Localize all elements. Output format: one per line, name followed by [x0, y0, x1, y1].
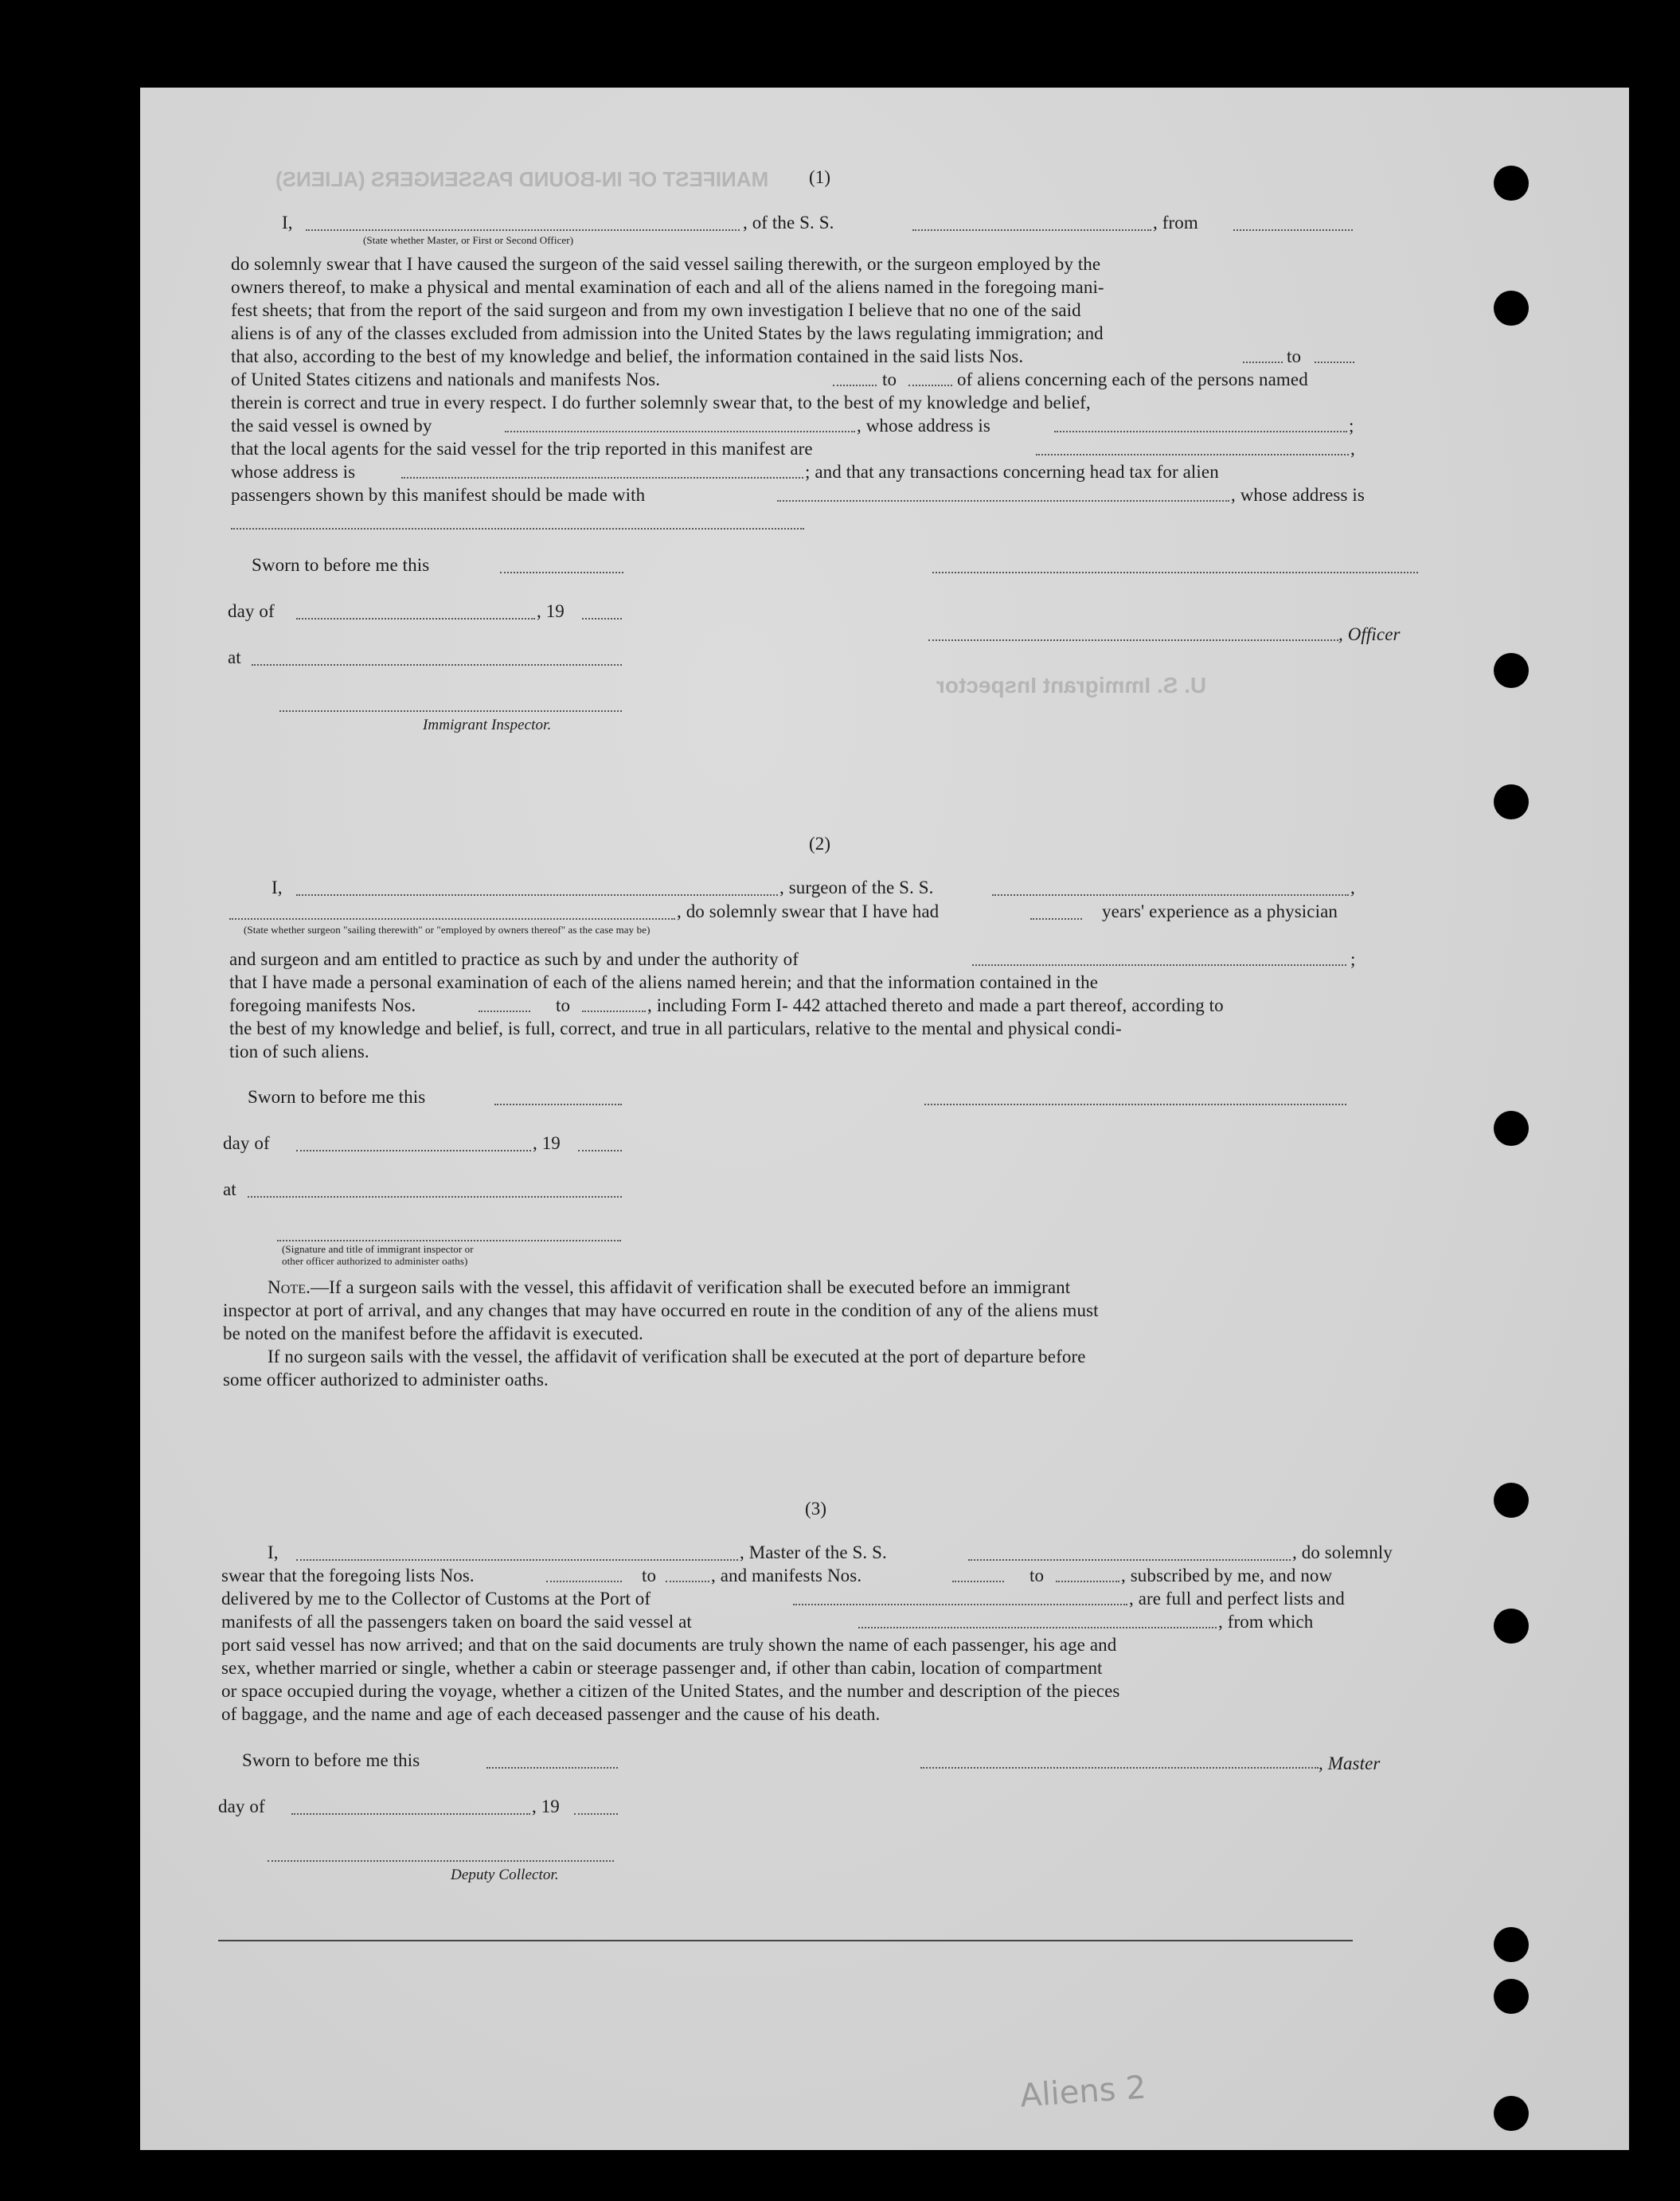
sec2-line-5: tion of such aliens.	[229, 1042, 369, 1061]
sec2-sworn: Sworn to before me this	[248, 1087, 426, 1107]
sec3-line-2a: delivered by me to the Collector of Customs at the Port of	[221, 1589, 651, 1609]
punch-hole	[1494, 784, 1529, 819]
local-agents-field[interactable]	[1036, 454, 1349, 455]
sec2-inspector-signature-field[interactable]	[277, 1240, 621, 1241]
officer-note: (State whether Master, or First or Second Officer)	[363, 234, 574, 246]
from-port-field[interactable]	[1233, 229, 1353, 231]
sec2-line-3a: foregoing manifests Nos.	[229, 995, 416, 1015]
sec1-sworn-date-field[interactable]	[500, 572, 623, 573]
sec3-line-2b: , are full and perfect lists and	[1129, 1589, 1345, 1609]
sec2-line-3b: to	[556, 995, 571, 1015]
sec3-line-1c: , and manifests Nos.	[711, 1566, 862, 1585]
punch-hole	[1494, 1609, 1529, 1644]
punch-hole	[1494, 291, 1529, 326]
sec2-day-of: day of	[223, 1133, 270, 1153]
sec2-day-field[interactable]	[296, 1150, 531, 1151]
sec1-line-9: that the local agents for the said vessel for the trip reported in this manifest are	[231, 439, 813, 459]
sec1-line-7: therein is correct and true in every respect. I do further solemnly swear that, to the best of my knowledge and belief,	[231, 393, 1091, 412]
sec3-line-5: sex, whether married or single, whether a cabin or steerage passenger and, if other than cabin, location of compartment	[221, 1658, 1103, 1678]
sec3-manifests-from-field[interactable]	[952, 1581, 1004, 1582]
sec1-i-label: I,	[282, 213, 293, 233]
sec3-line-7: of baggage, and the name and age of each deceased passenger and the cause of his death.	[221, 1704, 881, 1724]
sec2-comma: ,	[1350, 878, 1355, 897]
sec3-line-1b: to	[642, 1566, 657, 1585]
note-line-4: If no surgeon sails with the vessel, the affidavit of verification shall be executed at the port of departure before	[268, 1347, 1086, 1366]
section-1-number: (1)	[809, 167, 831, 187]
sec3-line-3a: manifests of all the passengers taken on board the said vessel at	[221, 1612, 692, 1632]
sec3-year-field[interactable]	[574, 1813, 618, 1815]
sec3-line-1e: , subscribed by me, and now	[1121, 1566, 1333, 1585]
note-line-3: be noted on the manifest before the affidavit is executed.	[223, 1323, 643, 1343]
sig-note-1: (Signature and title of immigrant inspector or	[282, 1243, 474, 1255]
sec2-i-label: I,	[272, 878, 283, 897]
sec3-master-label: , Master	[1319, 1753, 1381, 1773]
authority-field[interactable]	[972, 964, 1346, 966]
sec3-year: , 19	[532, 1796, 560, 1816]
bleed-through-stamp: U. S. Immigrant Inspector	[936, 673, 1207, 698]
sec2-years: years' experience as a physician	[1102, 901, 1338, 921]
owner-field[interactable]	[505, 431, 855, 432]
sec1-day-of: day of	[228, 601, 275, 621]
punch-hole	[1494, 1483, 1529, 1518]
sec3-manifests-to-field[interactable]	[1056, 1581, 1119, 1582]
sec3-line-1d: to	[1029, 1566, 1045, 1585]
sec1-line-8a: the said vessel is owned by	[231, 416, 432, 436]
sec3-day-of: day of	[218, 1796, 265, 1816]
sec1-line-3: fest sheets; that from the report of the said surgeon and from my own investigation I believe that no one of the said	[231, 300, 1081, 320]
sec1-line-4: aliens is of any of the classes excluded from admission into the United States by the laws regulating immigration; and	[231, 323, 1104, 343]
sec3-lists-to-field[interactable]	[666, 1581, 709, 1582]
sec1-line-11b: , whose address is	[1231, 485, 1365, 505]
sec1-officer-signature-field[interactable]	[932, 572, 1418, 573]
section-3-number: (3)	[805, 1499, 827, 1519]
sec3-line-4: port said vessel has now arrived; and that on the said documents are truly shown the name of each passenger, his age and	[221, 1635, 1117, 1655]
surgeon-name-field[interactable]	[296, 894, 778, 896]
handwritten-notation: Aliens 2	[1018, 2069, 1147, 2115]
vessel-name-field[interactable]	[912, 229, 1151, 231]
sec3-i-label: I,	[268, 1542, 279, 1562]
sec1-at: at	[228, 647, 241, 667]
sec3-line-6: or space occupied during the voyage, whether a citizen of the United States, and the number and description of the pieces	[221, 1681, 1120, 1701]
sec3-sworn: Sworn to before me this	[242, 1750, 420, 1770]
note-label: Note.	[268, 1277, 311, 1297]
punch-hole	[1494, 1927, 1529, 1962]
note-line-5: some officer authorized to administer oaths.	[223, 1370, 549, 1390]
sec1-inspector-signature-field[interactable]	[279, 710, 622, 712]
sec3-line-3b: , from which	[1218, 1612, 1314, 1632]
sec3-vessel-field[interactable]	[968, 1559, 1291, 1561]
sec1-year: , 19	[537, 601, 565, 621]
lists-to-field[interactable]	[1315, 362, 1354, 363]
sec1-line-6c: of aliens concerning each of the persons named	[957, 369, 1308, 389]
sec2-sworn-date-field[interactable]	[494, 1104, 622, 1105]
manifests-from-field[interactable]	[833, 385, 877, 386]
lists-from-field[interactable]	[1243, 362, 1283, 363]
punch-hole	[1494, 653, 1529, 688]
sec2-at-field[interactable]	[248, 1196, 622, 1198]
years-experience-field[interactable]	[1030, 918, 1082, 920]
sec2-surgeon-of: , surgeon of the S. S.	[779, 878, 934, 897]
sec2-line-1-semicolon: ;	[1350, 949, 1356, 969]
sec1-line-1: do solemnly swear that I have caused the surgeon of the said vessel sailing therewith, or the surgeon employed by the	[231, 254, 1101, 274]
sec1-inspector-label: Immigrant Inspector.	[423, 717, 552, 733]
sec1-line-10b: ; and that any transactions concerning head tax for alien	[805, 462, 1219, 482]
sec2-line-2: that I have made a personal examination of each of the aliens named herein; and that the information contained in the	[229, 972, 1099, 992]
bleed-through-title: MANIFEST OF IN-BOUND PASSENGERS (ALIENS)	[275, 167, 769, 191]
sec2-line-3c: , including Form I- 442 attached thereto and made a part thereof, according to	[647, 995, 1224, 1015]
sec3-line-1a: swear that the foregoing lists Nos.	[221, 1566, 475, 1585]
agents-address-field[interactable]	[401, 477, 803, 479]
sec1-line-10a: whose address is	[231, 462, 356, 482]
deputy-collector-label: Deputy Collector.	[451, 1867, 559, 1883]
sig-note-2: other officer authorized to administer oaths)	[282, 1255, 468, 1267]
head-tax-agent-field[interactable]	[777, 500, 1229, 502]
port-of-embarkation-field[interactable]	[858, 1627, 1217, 1628]
sec1-line-2: owners thereof, to make a physical and mental examination of each and all of the aliens named in the foregoing mani-	[231, 277, 1104, 297]
sec2-line-4: the best of my knowledge and belief, is full, correct, and true in all particulars, relative to the mental and physical condi-	[229, 1018, 1122, 1038]
sec1-line-6a: of United States citizens and nationals and manifests Nos.	[231, 369, 661, 389]
bottom-rule	[218, 1940, 1353, 1941]
master-name-field[interactable]	[296, 1559, 738, 1561]
sec2-surgeon-signature-field[interactable]	[924, 1104, 1346, 1105]
punch-hole	[1494, 166, 1529, 201]
punch-hole	[1494, 1979, 1529, 2014]
sec2-year: , 19	[533, 1133, 561, 1153]
sec1-line-8c: ;	[1349, 416, 1354, 436]
deputy-collector-signature-field[interactable]	[268, 1860, 614, 1862]
sec3-day-field[interactable]	[291, 1813, 530, 1815]
surgeon-status-field[interactable]	[229, 918, 675, 920]
sec1-year-field[interactable]	[582, 618, 622, 620]
sec2-manifests-from-field[interactable]	[479, 1011, 530, 1012]
sec1-at-field[interactable]	[252, 664, 622, 666]
owner-address-field[interactable]	[1054, 431, 1347, 432]
form-page	[140, 88, 1629, 2150]
sec1-sworn: Sworn to before me this	[252, 555, 430, 575]
sec2-line-1: and surgeon and am entitled to practice as such by and under the authority of	[229, 949, 799, 969]
sec1-officer-label: , Officer	[1338, 624, 1401, 644]
sec3-master-of: , Master of the S. S.	[740, 1542, 887, 1562]
sec1-day-field[interactable]	[296, 618, 535, 620]
note-line-1	[268, 1276, 1070, 1299]
sec2-year-field[interactable]	[578, 1150, 622, 1151]
sec1-from: , from	[1153, 213, 1198, 233]
sec3-swear: , do solemnly	[1292, 1542, 1393, 1562]
sec1-line-6b: to	[882, 369, 897, 389]
sec3-master-signature-field[interactable]	[920, 1767, 1319, 1769]
manifests-to-field[interactable]	[908, 385, 952, 386]
surgeon-note: (State whether surgeon "sailing therewith" or "employed by owners thereof" as the case may be)	[244, 924, 651, 936]
sec1-line-8b: , whose address is	[857, 416, 990, 436]
sec2-vessel-field[interactable]	[992, 894, 1349, 896]
officer-name-field[interactable]	[306, 229, 740, 231]
note-line-1-text: —If a surgeon sails with the vessel, this affidavit of verification shall be executed before an immigrant	[310, 1277, 1071, 1297]
sec1-line-5-to: to	[1287, 346, 1302, 366]
punch-hole	[1494, 2096, 1529, 2131]
port-of-arrival-field[interactable]	[793, 1604, 1127, 1605]
sec2-swear: , do solemnly swear that I have had	[677, 901, 940, 921]
punch-hole	[1494, 1111, 1529, 1146]
section-2-number: (2)	[809, 834, 831, 854]
note-line-2: inspector at port of arrival, and any changes that may have occurred en route in the condition of any of the aliens must	[223, 1300, 1099, 1320]
sec1-line-11a: passengers shown by this manifest should be made with	[231, 485, 646, 505]
head-tax-address-field[interactable]	[231, 528, 804, 530]
sec1-line-5: that also, according to the best of my knowledge and belief, the information contained in the said lists Nos.	[231, 346, 1024, 366]
sec1-of-ss: , of the S. S.	[743, 213, 834, 233]
sec3-sworn-date-field[interactable]	[486, 1767, 618, 1769]
sec3-lists-from-field[interactable]	[546, 1581, 622, 1582]
sec1-line-9-comma: ,	[1350, 439, 1355, 459]
sec2-manifests-to-field[interactable]	[582, 1011, 646, 1012]
sec2-at: at	[223, 1179, 236, 1199]
sec1-officer-title-field[interactable]	[928, 639, 1338, 641]
